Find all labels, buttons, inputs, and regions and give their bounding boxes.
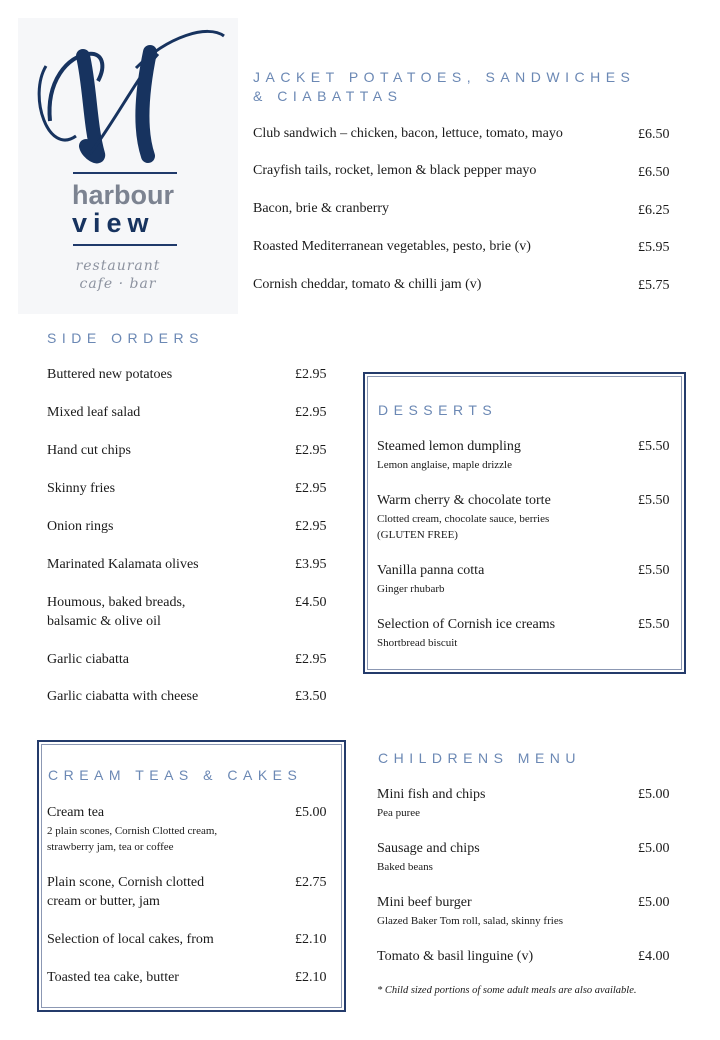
menu-item-price: £3.95 [295,557,327,572]
menu-item-price: £4.00 [638,949,670,964]
brand-tagline-restaurant: restaurant [75,258,161,274]
menu-item-description: Ginger rhubarb [377,583,445,595]
menu-item-price: £4.50 [295,595,327,610]
menu-item-price: £6.25 [638,203,670,218]
menu-item-description: Clotted cream, chocolate sauce, berries [377,513,550,525]
menu-item-price: £5.00 [638,841,670,856]
menu-item-description: Pea puree [377,807,421,819]
menu-item-price: £5.00 [295,805,327,820]
menu-item-name: Bacon, brie & cranberry [253,201,390,216]
menu-item-name: Hand cut chips [47,443,131,458]
menu-item-description: strawberry jam, tea or coffee [47,841,174,853]
menu-item-name: Skinny fries [47,481,116,496]
menu-item-price: £2.95 [295,481,327,496]
jacket-heading-line1: JACKET POTATOES, SANDWICHES [253,69,636,85]
menu-item-price: £5.00 [638,895,670,910]
menu-item-price: £5.50 [638,563,670,578]
menu-item-name: Roasted Mediterranean vegetables, pesto, brie (v) [253,239,531,254]
menu-item-price: £2.10 [295,970,327,985]
menu-item-price: £2.75 [295,875,327,890]
menu-item-description: Shortbread biscuit [377,637,458,649]
menu-item-name: Vanilla panna cotta [377,563,485,578]
menu-item-name: Tomato & basil linguine (v) [377,949,534,964]
menu-item-price: £5.50 [638,493,670,508]
menu-item-price: £6.50 [638,127,670,142]
menu-item-name: Houmous, baked breads, [47,595,186,610]
side-orders-heading: SIDE ORDERS [47,330,204,346]
menu-item-name: Garlic ciabatta [47,652,130,667]
menu-item-name: Sausage and chips [377,841,480,856]
logo-panel [18,18,238,314]
menu-item-name: Mixed leaf salad [47,405,141,420]
childrens-footnote: * Child sized portions of some adult meals are also available. [377,985,637,996]
menu-item-name: Selection of local cakes, from [47,932,214,947]
menu-item-price: £2.95 [295,519,327,534]
menu-item-price: £2.95 [295,367,327,382]
menu-item-name: Crayfish tails, rocket, lemon & black pepper mayo [253,163,537,178]
menu-item-price: £2.95 [295,652,327,667]
menu-item-name: Selection of Cornish ice creams [377,617,556,632]
menu-item-price: £2.95 [295,443,327,458]
menu-item-name: Mini beef burger [377,895,472,910]
menu-item-price: £5.50 [638,617,670,632]
menu-item-description: 2 plain scones, Cornish Clotted cream, [47,825,218,837]
menu-item-name: Onion rings [47,519,114,534]
brand-name-harbour: harbour [72,180,175,210]
menu-item-description: Baked beans [377,861,433,873]
logo-rule-top [73,172,177,174]
cream-teas-heading: CREAM TEAS & CAKES [48,767,303,783]
menu-item-name: Warm cherry & chocolate torte [377,493,551,508]
menu-item-name: Plain scone, Cornish clotted [47,875,205,890]
harbour-view-monogram-icon [28,26,228,166]
menu-item-name: Mini fish and chips [377,787,486,802]
menu-item-name: balsamic & olive oil [47,614,161,629]
menu-item-description: Lemon anglaise, maple drizzle [377,459,512,471]
menu-item-name: Garlic ciabatta with cheese [47,689,199,704]
menu-item-name: Buttered new potatoes [47,367,173,382]
menu-item-name: cream or butter, jam [47,894,160,909]
menu-item-price: £6.50 [638,165,670,180]
menu-item-price: £5.50 [638,439,670,454]
brand-name-view: view [72,208,155,238]
menu-item-name: Cornish cheddar, tomato & chilli jam (v) [253,277,482,292]
menu-item-price: £3.50 [295,689,327,704]
menu-item-name: Steamed lemon dumpling [377,439,521,454]
menu-item-price: £5.95 [638,240,670,255]
menu-item-description: (GLUTEN FREE) [377,529,458,541]
jacket-heading-line2: & CIABATTAS [253,88,403,104]
logo-rule-bottom [73,244,177,246]
menu-item-price: £5.00 [638,787,670,802]
menu-item-name: Toasted tea cake, butter [47,970,179,985]
brand-tagline-cafe-bar: cafe · bar [79,276,157,292]
menu-item-name: Cream tea [47,805,105,820]
menu-item-price: £5.75 [638,278,670,293]
menu-item-description: Glazed Baker Tom roll, salad, skinny fries [377,915,563,927]
menu-item-name: Marinated Kalamata olives [47,557,199,572]
desserts-heading: DESSERTS [378,402,498,418]
menu-item-price: £2.95 [295,405,327,420]
childrens-menu-heading: CHILDRENS MENU [378,750,582,766]
menu-item-price: £2.10 [295,932,327,947]
menu-item-name: Club sandwich – chicken, bacon, lettuce, tomato, mayo [253,126,563,141]
